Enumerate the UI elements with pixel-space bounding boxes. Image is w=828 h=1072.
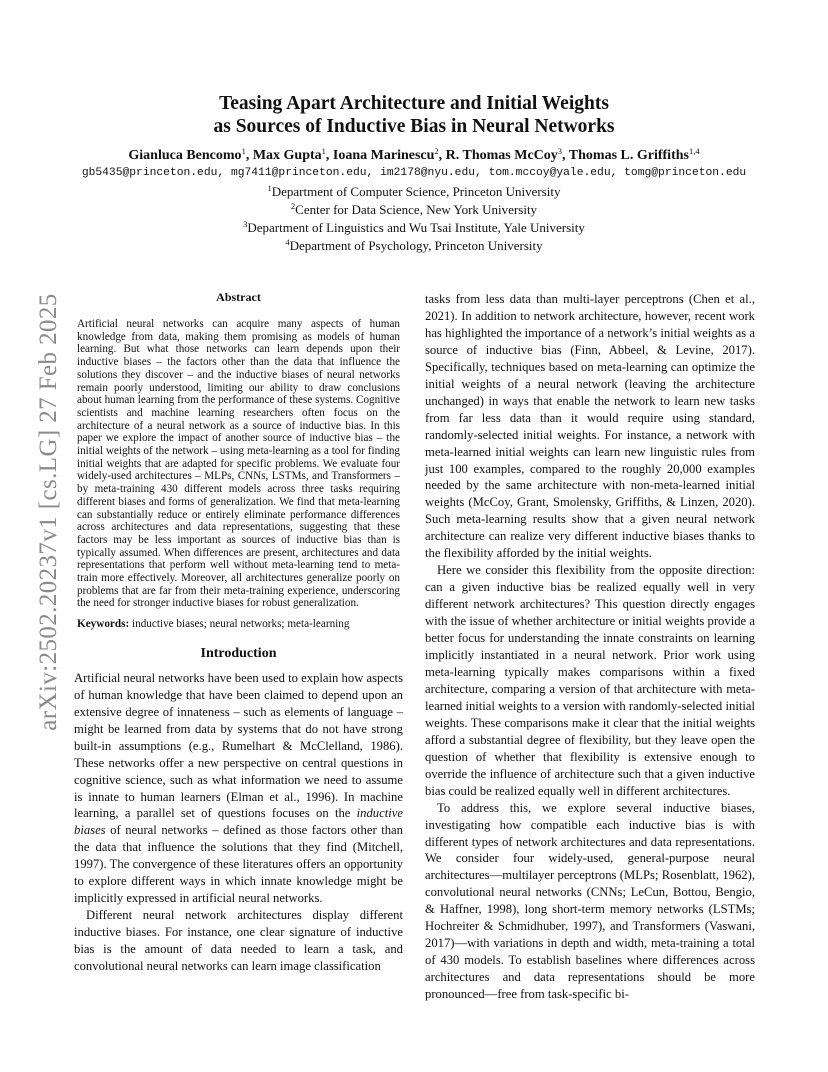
author-name: R. Thomas McCoy [445,148,558,163]
author-emails: gb5435@princeton.edu, mg7411@princeton.edu, im2178@nyu.edu, tom.mccoy@yale.edu, tomg@princeton.edu [81,167,747,179]
intro-paragraph-3: Here we consider this flexibility from the opposite direction: can a given inductive bias be realized equally well in very different network architectures? This question directly engages with the issue of whether architecture or initial weights provide a better focus for understanding the innate constraints on learning implicitly instantiated in a neural network. Prior work using meta-learning typically makes comparisons within a fixed architecture, comparing a version of that architecture with meta-learned initial weights to a version with randomly-selected initial weights. These comparisons make it clear that the initial weights afford a substantial degree of flexibility, but they leave open the question of whether that flexibility is extensive enough to override the influence of architecture such that a given inductive bias could be realized equally well in different architectures. [425,563,755,798]
intro-paragraph-1: Artificial neural networks have been used to explain how aspects of human knowledge that have been claimed to depend upon an extensive degree of innateness – such as elements of language – might be learned from data by systems that do not have strong built-in assumptions (e.g., Rumelhart & McClelland, 1986). These networks offer a new perspective on central questions in cognitive science, such as what information we need to assume is innate to human learners (Elman et al., 1996). In machine learning, a parallel set of questions focuses on the inductive biases of neural networks – defined as those factors other than the data that influence the solutions that they find (Mitchell, 1997). The convergence of these literatures offers an opportunity to explore different ways in which innate knowledge might be implicitly expressed in artificial neural networks. [74,671,403,905]
author-list [0,148,828,164]
author-affiliation-mark: 1,4 [688,146,700,156]
keywords-list: inductive biases; neural networks; meta-learning [132,618,350,631]
affiliation-line [0,183,828,201]
abstract-text: Artificial neural networks can acquire many aspects of human knowledge from data, making them promising as models of human learning. But what those networks can learn depends upon their inductive biases – the factors other than the data that influence the solutions they discover – and the inductive biases of neural networks remain poorly understood, limiting our ability to draw conclusions about human learning from the performance of these systems. Cognitive scientists and machine learning researchers often focus on the architecture of a neural network as a source of inductive bias. In this paper we explore the impact of another source of inductive bias – the initial weights of the network – using meta-learning as a tool for finding initial weights that are adapted for specific problems. We evaluate four widely-used architectures – MLPs, CNNs, LSTMs, and Transformers – by meta-training 430 different models across three tasks requiring different biases and forms of generalization. We find that meta-learning can substantially reduce or entirely eliminate performance differences across architectures and data representations, suggesting that these factors may be less important as sources of inductive bias than is typically assumed. When differences are present, architectures and data representations that perform well without meta-learning tend to meta-train more effectively. Moreover, all architectures generalize poorly on problems that are far from their meta-training experience, underscoring the need for stronger inductive biases for robust generalization. [77,318,400,610]
author-separator: , [438,148,446,163]
affiliation-text: Department of Linguistics and Wu Tsai Institute, Yale University [247,220,585,235]
author-separator: , [245,148,253,163]
abstract-heading: Abstract [216,290,261,304]
affiliation-number: 1 [267,183,272,193]
author-affiliation-mark: 1 [321,146,326,156]
author-affiliation-mark: 3 [557,146,563,156]
affiliation-number: 4 [285,237,290,247]
author-separator: , [325,148,333,163]
intro-paragraph-4: To address this, we explore several inductive biases, investigating how compatible each inductive bias is with different types of network architectures and data representations. We consider four widely-used, general-purpose neural architectures—multilayer perceptrons (MLPs; Rosenblatt, 1962), convolutional neural networks (CNNs; LeCun, Bottou, Bengio, & Haffner, 1998), long short-term memory networks (LSTMs; Hochreiter & Schmidhuber, 1997), and Transformers (Vaswani, 2017)—with variations in depth and width, meta-training a total of 430 models. To establish baselines where differences across architectures and data representations should be more pronounced—free from task-specific bi- [425,800,755,1002]
arxiv-identifier-stamp: arXiv:2502.20237v1 [cs.LG] 27 Feb 2025 [35,293,62,731]
affiliation-text: Center for Data Science, New York University [295,202,538,217]
intro-paragraph-2: Different neural network architectures display different inductive biases. For instance, one clear signature of inductive bias is the amount of data needed to learn a task, and convolutional neural networks can learn image classification [74,907,403,973]
affiliation-number: 2 [290,201,296,211]
affiliation-text: Department of Psychology, Princeton University [289,238,543,253]
title-line-2: as Sources of Inductive Bias in Neural Networks [213,116,615,137]
keywords-label: Keywords: [77,618,130,631]
paper-title [0,92,828,138]
affiliation-line [0,201,828,219]
introduction-heading: Introduction [200,646,277,662]
author-name: Ioana Marinescu [332,148,435,163]
keywords-line [77,618,403,630]
author-separator: , [562,148,569,163]
intro-paragraph-2-continued: tasks from less data than multi-layer perceptrons (Chen et al., 2021). In addition to network architecture, however, recent work has highlighted the importance of a network’s initial weights as a source of inductive bias (Finn, Abbeel, & Levine, 2017). Specifically, techniques based on meta-learning can optimize the initial weights of a neural network (leaving the architecture unchanged) in ways that enable the network to learn new tasks from far less data than it would require using standard, randomly-selected initial weights. For instance, a network with meta-learned initial weights can learn new linguistic rules from just 100 examples, compared to the roughly 20,000 examples needed by the same architecture with non-meta-learned initial weights (McCoy, Grant, Smolensky, Griffiths, & Linzen, 2020). Such meta-learning results show that a given neural network architecture can realize very different inductive biases thanks to the flexibility afforded by the initial weights. [425,292,755,561]
affiliation-line [0,219,828,237]
affiliation-text: Department of Computer Science, Princeton University [271,184,561,199]
right-column [425,291,755,1003]
author-affiliation-mark: 1 [241,146,246,156]
left-column [74,290,403,974]
affiliation-list [0,183,828,255]
title-line-1: Teasing Apart Architecture and Initial Weights [219,93,609,114]
author-name: Max Gupta [252,148,322,163]
author-affiliation-mark: 2 [434,146,439,156]
author-name: Thomas L. Griffiths [568,148,689,163]
affiliation-line [0,237,828,255]
italic-term: inductive biases [74,806,403,838]
affiliation-number: 3 [243,219,248,229]
author-name: Gianluca Bencomo [128,148,242,163]
